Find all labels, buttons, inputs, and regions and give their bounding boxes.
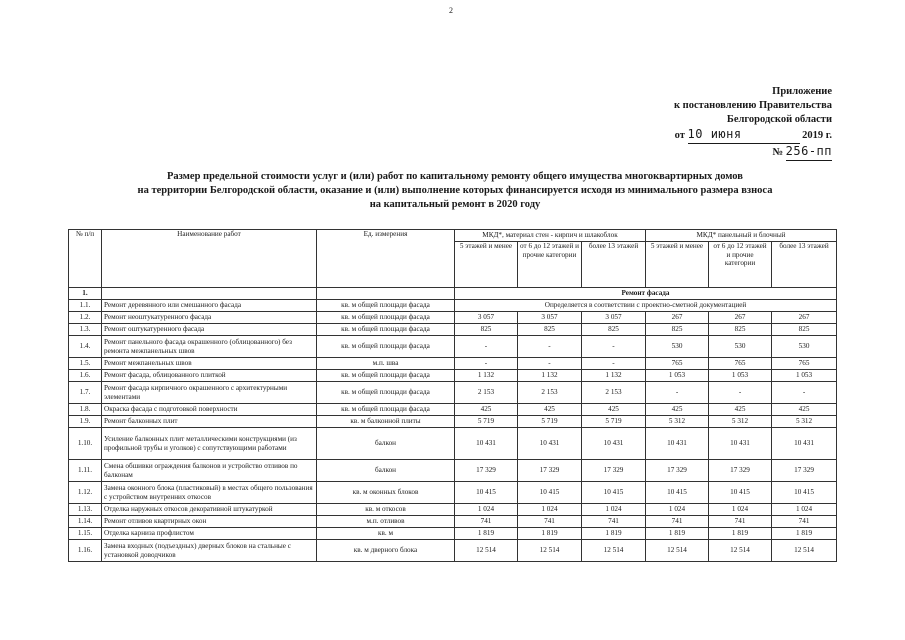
row-unit: балкон (317, 460, 455, 482)
row-value: 425 (709, 404, 772, 416)
row-value: 267 (646, 312, 709, 324)
row-num: 1.3. (69, 324, 102, 336)
section-num: 1. (69, 288, 102, 300)
row-value: 425 (772, 404, 837, 416)
header-unit: Ед. измерения (317, 230, 455, 288)
row-value: 1 132 (582, 370, 646, 382)
row-value: - (772, 382, 837, 404)
row-work-name: Ремонт фасада, облицованного плиткой (102, 370, 317, 382)
date-value: 10 июня (687, 127, 742, 141)
row-value: 765 (709, 358, 772, 370)
row-value: 425 (455, 404, 518, 416)
table-row (69, 482, 837, 504)
row-num: 1.10. (69, 428, 102, 460)
row-value: 10 431 (709, 428, 772, 460)
row-work-name: Ремонт фасада кирпичного окрашенного с архитектурными элементами (102, 382, 317, 404)
row-work-name: Смена обшивки ограждения балконов и устройство отливов по балконам (102, 460, 317, 482)
row-value: 1 819 (646, 528, 709, 540)
row-work-name: Ремонт панельного фасада окрашенного (облицованного) без ремонта межпанельных швов (102, 336, 317, 358)
row-unit: кв. м дверного блока (317, 540, 455, 562)
table-row (69, 370, 837, 382)
table-row (69, 336, 837, 358)
row-value: - (455, 336, 518, 358)
row-value: 5 312 (646, 416, 709, 428)
row-work-name: Отделка наружных откосов декоративной штукатуркой (102, 504, 317, 516)
row-unit: кв. м общей площади фасада (317, 336, 455, 358)
row-value: 765 (772, 358, 837, 370)
subheader-cell: 5 этажей и менее (455, 242, 518, 288)
row-unit: кв. м оконных блоков (317, 482, 455, 504)
row-work-name: Окраска фасада с подготовкой поверхности (102, 404, 317, 416)
row-num: 1.2. (69, 312, 102, 324)
row-value: 10 415 (582, 482, 646, 504)
row-value: 10 415 (772, 482, 837, 504)
row-value: 10 431 (772, 428, 837, 460)
price-table (68, 229, 837, 562)
row-work-name: Замена оконного блока (пластиковый) в местах общего пользования с устройством внутренних откосов (102, 482, 317, 504)
row-value: - (709, 382, 772, 404)
row-value: - (646, 382, 709, 404)
row-value: 3 057 (582, 312, 646, 324)
appendix-block (632, 85, 832, 161)
row-work-name: Ремонт балконных плит (102, 416, 317, 428)
row-value: 17 329 (518, 460, 582, 482)
row-unit: кв. м общей площади фасада (317, 382, 455, 404)
appendix-line-2: к постановлению Правительства (673, 100, 832, 111)
table-row (69, 404, 837, 416)
row-value: 825 (709, 324, 772, 336)
row-work-name: Ремонт межпанельных швов (102, 358, 317, 370)
row-unit: кв. м (317, 528, 455, 540)
header-group-panel: МКД* панельный и блочный (646, 230, 837, 242)
row-value: 3 057 (455, 312, 518, 324)
row-value: 12 514 (455, 540, 518, 562)
row-value: 3 057 (518, 312, 582, 324)
date-field (688, 127, 800, 144)
row-value: 5 312 (772, 416, 837, 428)
row-value: 1 132 (518, 370, 582, 382)
row-work-name: Ремонт оштукатуренного фасада (102, 324, 317, 336)
table-row (69, 504, 837, 516)
row-num: 1.12. (69, 482, 102, 504)
row-value: 765 (646, 358, 709, 370)
row-value: 1 024 (582, 504, 646, 516)
number-field (786, 144, 832, 161)
row-value: 5 719 (455, 416, 518, 428)
row-value: 5 719 (582, 416, 646, 428)
row-value: 1 053 (709, 370, 772, 382)
row-value: 825 (582, 324, 646, 336)
appendix-line-1: Приложение (772, 86, 832, 97)
row-value: 1 132 (455, 370, 518, 382)
row-value: 10 415 (709, 482, 772, 504)
row-value: 1 819 (709, 528, 772, 540)
empty-cell (317, 288, 455, 300)
row-value: 1 024 (518, 504, 582, 516)
row-value: 12 514 (582, 540, 646, 562)
table-row (69, 540, 837, 562)
row-value: 425 (582, 404, 646, 416)
row-num: 1.13. (69, 504, 102, 516)
row-work-name: Ремонт деревянного или смешанного фасада (102, 300, 317, 312)
row-num: 1.4. (69, 336, 102, 358)
row-unit: кв. м общей площади фасада (317, 404, 455, 416)
row-unit: кв. м общей площади фасада (317, 324, 455, 336)
subheader-cell: 5 этажей и менее (646, 242, 709, 288)
header-name: Наименование работ (102, 230, 317, 288)
row-value: 741 (646, 516, 709, 528)
section-title: Ремонт фасада (455, 288, 837, 300)
row-num: 1.9. (69, 416, 102, 428)
page-number: 2 (449, 6, 453, 15)
row-num: 1.15. (69, 528, 102, 540)
header-group-brick: МКД*, материал стен - кирпич и шлакоблок (455, 230, 646, 242)
row-num: 1.7. (69, 382, 102, 404)
subheader-cell: от 6 до 12 этажей и прочие категории (518, 242, 582, 288)
row-value: 2 153 (582, 382, 646, 404)
row-value: 741 (455, 516, 518, 528)
table-row (69, 324, 837, 336)
table-row (69, 312, 837, 324)
row-num: 1.5. (69, 358, 102, 370)
row-num: 1.14. (69, 516, 102, 528)
row-value: 1 024 (455, 504, 518, 516)
subheader-cell: более 13 этажей (582, 242, 646, 288)
subheader-cell: более 13 этажей (772, 242, 837, 288)
row-value: - (582, 358, 646, 370)
row-value: 267 (709, 312, 772, 324)
row-value: 530 (772, 336, 837, 358)
title-line-1: Размер предельной стоимости услуг и (или) работ по капитальному ремонту общего имущества многоквартирных домов (167, 171, 743, 182)
table-row (69, 528, 837, 540)
row-value: 425 (646, 404, 709, 416)
row-value: 825 (772, 324, 837, 336)
row-unit: кв. м откосов (317, 504, 455, 516)
row-num: 1.1. (69, 300, 102, 312)
row-unit: кв. м общей площади фасада (317, 300, 455, 312)
title-line-2: на территории Белгородской области, оказание и (или) выполнение которых финансируется исходя из минимального размера взноса (137, 185, 773, 196)
number-prefix: № (772, 147, 784, 158)
row-value: 267 (772, 312, 837, 324)
section-row (69, 288, 837, 300)
row-value: 17 329 (772, 460, 837, 482)
row-value: 825 (518, 324, 582, 336)
row-value: - (455, 358, 518, 370)
row-unit: м.п. шва (317, 358, 455, 370)
table-row (69, 382, 837, 404)
row-value: 10 431 (455, 428, 518, 460)
row-value: 10 415 (518, 482, 582, 504)
table-row (69, 460, 837, 482)
row-value: 825 (455, 324, 518, 336)
row-value: - (518, 358, 582, 370)
row-value: 1 024 (709, 504, 772, 516)
date-suffix: 2019 г. (802, 130, 832, 141)
row-work-name: Ремонт отливов квартирных окон (102, 516, 317, 528)
row-work-name: Замена входных (подъездных) дверных блоков на стальные с установкой доводчиков (102, 540, 317, 562)
empty-cell (102, 288, 317, 300)
row-value: 5 719 (518, 416, 582, 428)
row-value: - (582, 336, 646, 358)
row-unit: балкон (317, 428, 455, 460)
number-value: 256-пп (785, 144, 832, 158)
row-value: 1 053 (772, 370, 837, 382)
row-value: 825 (646, 324, 709, 336)
row-value: 5 312 (709, 416, 772, 428)
row-value: 1 024 (772, 504, 837, 516)
row-work-name: Отделка карниза профлистом (102, 528, 317, 540)
row-unit: м.п. отливов (317, 516, 455, 528)
row-value: 1 819 (518, 528, 582, 540)
row-num: 1.16. (69, 540, 102, 562)
row-value: 1 024 (646, 504, 709, 516)
row-value: 12 514 (518, 540, 582, 562)
row-value: 17 329 (455, 460, 518, 482)
table-row (69, 428, 837, 460)
table-row (69, 300, 837, 312)
row-value: 10 431 (646, 428, 709, 460)
row-value: 12 514 (646, 540, 709, 562)
row-value: 1 819 (455, 528, 518, 540)
row-value: 10 431 (582, 428, 646, 460)
appendix-line-3: Белгородской области (726, 114, 832, 125)
row-value: 530 (646, 336, 709, 358)
row-value: 12 514 (772, 540, 837, 562)
row-value: 1 819 (582, 528, 646, 540)
row-value: 741 (772, 516, 837, 528)
row-span-note: Определяется в соответствии с проектно-сметной документацией (455, 300, 837, 312)
row-value: - (518, 336, 582, 358)
row-num: 1.8. (69, 404, 102, 416)
row-unit: кв. м общей площади фасада (317, 370, 455, 382)
row-value: 741 (709, 516, 772, 528)
table-row (69, 358, 837, 370)
header-row-groups (69, 230, 837, 242)
row-value: 12 514 (709, 540, 772, 562)
table-row (69, 516, 837, 528)
row-value: 530 (709, 336, 772, 358)
row-work-name: Ремонт неоштукатуренного фасада (102, 312, 317, 324)
subheader-cell: от 6 до 12 этажей и прочие категории (709, 242, 772, 288)
row-work-name: Усиление балконных плит металлическими конструкциями (из профильной трубы и уголков) с сопутствующими работами (102, 428, 317, 460)
row-value: 741 (582, 516, 646, 528)
appendix-date (632, 127, 832, 144)
date-prefix: от (674, 130, 685, 141)
appendix-number (632, 144, 832, 161)
row-value: 17 329 (582, 460, 646, 482)
row-value: 741 (518, 516, 582, 528)
row-value: 17 329 (709, 460, 772, 482)
table-row (69, 416, 837, 428)
row-value: 17 329 (646, 460, 709, 482)
row-value: 425 (518, 404, 582, 416)
document-title (60, 170, 850, 212)
row-value: 1 053 (646, 370, 709, 382)
row-num: 1.6. (69, 370, 102, 382)
row-value: 2 153 (455, 382, 518, 404)
row-value: 10 415 (646, 482, 709, 504)
header-num: № п/п (69, 230, 102, 288)
row-unit: кв. м балконной плиты (317, 416, 455, 428)
row-value: 10 415 (455, 482, 518, 504)
row-value: 2 153 (518, 382, 582, 404)
title-line-3: на капитальный ремонт в 2020 году (369, 199, 541, 210)
row-value: 1 819 (772, 528, 837, 540)
row-num: 1.11. (69, 460, 102, 482)
row-unit: кв. м общей площади фасада (317, 312, 455, 324)
table-body (69, 288, 837, 562)
row-value: 10 431 (518, 428, 582, 460)
